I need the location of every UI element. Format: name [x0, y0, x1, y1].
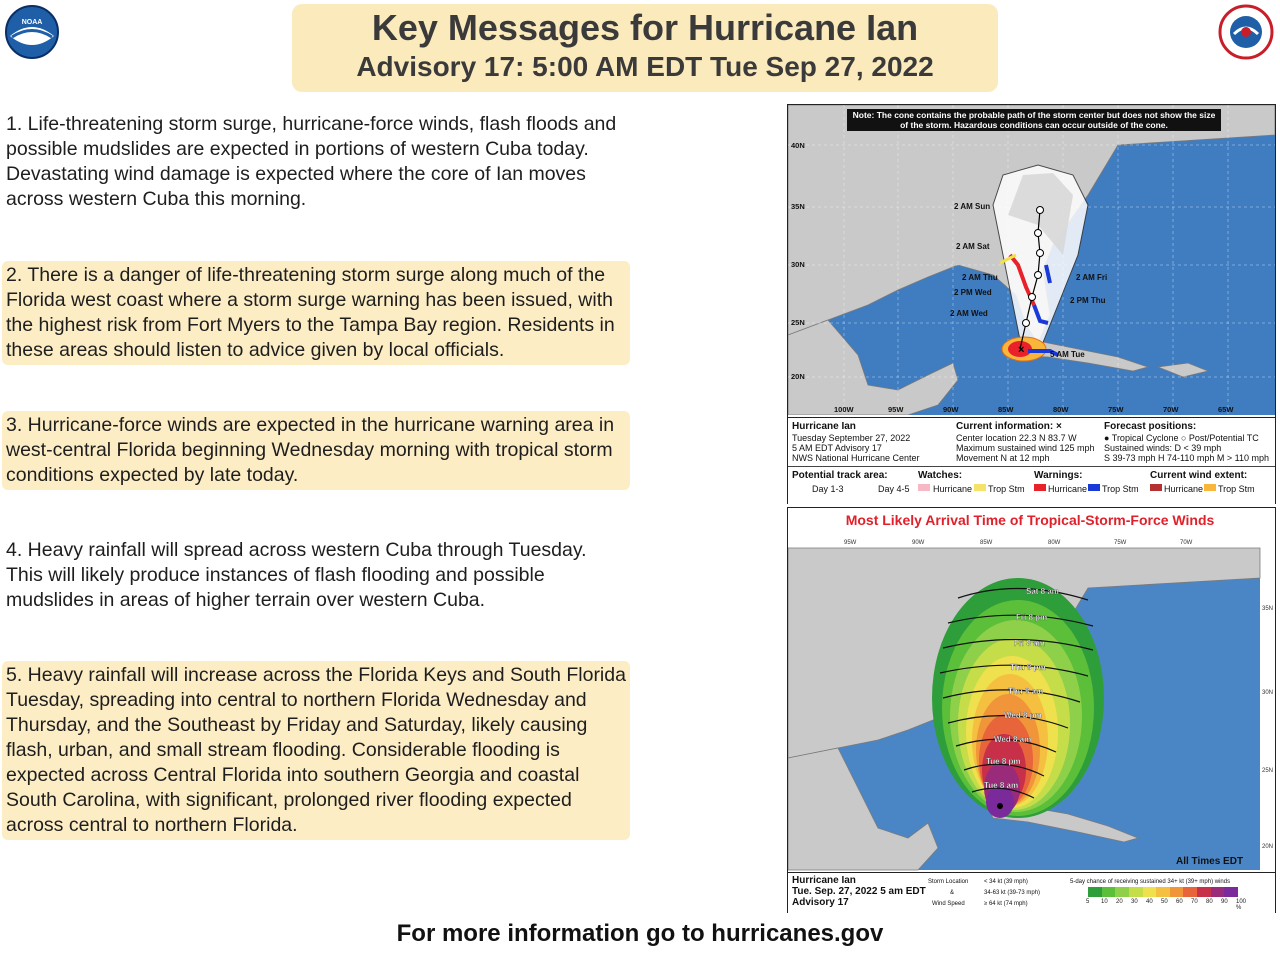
footer-link[interactable]: For more information go to hurricanes.gov [396, 920, 884, 947]
scale-swatch [1183, 887, 1197, 897]
position-label: 2 AM Sun [954, 202, 991, 211]
lon-label: 90W [912, 540, 925, 546]
header [292, 4, 998, 84]
lon-label: 80W [1053, 405, 1069, 414]
lat-label: 30N [791, 260, 805, 269]
scale-label: 100 % [1236, 899, 1247, 911]
legend-warn-hurricane: Hurricane [1048, 484, 1088, 494]
arrival-map-title: Most Likely Arrival Time of Tropical-Storm-Force Winds [845, 512, 1215, 528]
scale-label: 30 [1131, 899, 1138, 905]
scale-swatch [1170, 887, 1184, 897]
lon-label: 80W [1048, 540, 1061, 546]
arrival-label: Wed 8 am [994, 735, 1032, 744]
lat-label: 25N [1262, 768, 1274, 774]
svg-text:NOAA: NOAA [21, 19, 43, 26]
legend-warnings-title: Warnings: [1034, 470, 1083, 481]
scale-swatch [1129, 887, 1143, 897]
advisory-line: Advisory 17: 5:00 AM EDT Tue Sep 27, 2022 [356, 51, 934, 82]
legend-watches-title: Watches: [918, 470, 963, 481]
legend-advisory: 5 AM EDT Advisory 17 [792, 443, 882, 453]
key-message-3: 3. Hurricane-force winds are expected in the hurricane warning area in west-central Florida beginning Wednesday morning with tropical storm conditions expected by late today. [2, 411, 630, 490]
legend-current-title: Current information: × [956, 421, 1062, 432]
legend2-ws1: < 34 kt (39 mph) [984, 879, 1028, 885]
legend-forecast-1: ● Tropical Cyclone ○ Post/Potential TC [1104, 433, 1259, 443]
legend-day13: Day 1-3 [812, 484, 844, 494]
page-title: Key Messages for Hurricane Ian [371, 7, 919, 48]
cone-note: Note: The cone contains the probable path of the storm center but does not show the size of the storm. Hazardous conditions can occur outside of the cone. [847, 109, 1221, 131]
key-message-4: 4. Heavy rainfall will spread across western Cuba through Tuesday. This will likely produce instances of flash flooding and possible mudslides in areas of higher terrain over western Cuba. [6, 539, 587, 611]
position-label: 2 AM Thu [962, 273, 998, 282]
arrival-label: Thu 8 am [1008, 687, 1044, 696]
arrival-label: Tue 8 am [984, 781, 1019, 790]
scale-label: 5 [1086, 899, 1090, 905]
legend2-wind-speed: Wind Speed [932, 901, 965, 907]
legend-source: NWS National Hurricane Center [792, 453, 920, 463]
noaa-logo-icon [4, 4, 60, 60]
lat-label: 40N [791, 141, 805, 150]
lat-label: 30N [1262, 690, 1274, 696]
arrival-label: Wed 8 pm [1004, 711, 1042, 720]
lon-label: 90W [943, 405, 959, 414]
nws-logo-icon [1218, 4, 1274, 60]
lat-label: 20N [1262, 844, 1274, 850]
legend-movement: Movement N at 12 mph [956, 453, 1050, 463]
legend2-ws2: 34-63 kt (39-73 mph) [984, 890, 1041, 896]
lon-label: 75W [1108, 405, 1124, 414]
arrival-label: Tue 8 pm [986, 757, 1021, 766]
legend-extent-hurricane: Hurricane [1164, 484, 1204, 494]
scale-label: 60 [1176, 899, 1183, 905]
lon-label: 95W [888, 405, 904, 414]
legend-track-title: Potential track area: [792, 470, 888, 481]
all-times-label: All Times EDT [1176, 856, 1244, 867]
position-label: 2 AM Fri [1076, 273, 1108, 282]
scale-swatch [1224, 887, 1238, 897]
position-label: 2 AM Sat [956, 242, 990, 251]
arrival-legend [788, 872, 1275, 913]
scale-swatch [1211, 887, 1225, 897]
arrival-label: Fri 8 am [1014, 639, 1045, 648]
legend2-storm: Hurricane Ian [792, 875, 856, 886]
position-label: 2 AM Wed [950, 309, 988, 318]
legend-forecast-title: Forecast positions: [1104, 421, 1197, 432]
legend-date: Tuesday September 27, 2022 [792, 433, 911, 443]
legend-forecast-3: S 39-73 mph H 74-110 mph M > 110 mph [1104, 453, 1270, 463]
forecast-cone-map [787, 104, 1276, 504]
scale-label: 10 [1101, 899, 1108, 905]
position-label: 2 PM Wed [954, 288, 992, 297]
legend2-date: Tue. Sep. 27, 2022 5 am EDT [792, 886, 926, 897]
legend2-chance-title: 5-day chance of receiving sustained 34+ kt (39+ mph) winds [1070, 879, 1231, 885]
scale-swatch [1197, 887, 1211, 897]
legend-storm: Hurricane Ian [792, 421, 856, 432]
scale-swatch [1143, 887, 1157, 897]
lon-label: 85W [998, 405, 1014, 414]
scale-label: 20 [1116, 899, 1123, 905]
probability-scale [1088, 887, 1238, 897]
arrival-label: Fri 8 pm [1016, 613, 1048, 622]
legend-extent-tropstm: Trop Stm [1218, 484, 1255, 494]
arrival-label: Thu 8 pm [1010, 663, 1046, 672]
legend-location: Center location 22.3 N 83.7 W [956, 433, 1077, 443]
position-label: 5 AM Tue [1050, 350, 1085, 359]
scale-label: 70 [1191, 899, 1198, 905]
legend-extent-title: Current wind extent: [1150, 470, 1248, 481]
legend2-ws3: ≥ 64 kt (74 mph) [984, 901, 1028, 907]
arrival-map-graphic [788, 508, 1275, 912]
svg-text:×: × [1018, 344, 1025, 356]
lat-label: 35N [1262, 606, 1274, 612]
cone-legend [788, 417, 1275, 504]
lat-label: 25N [791, 318, 805, 327]
legend-wind: Maximum sustained wind 125 mph [956, 443, 1095, 453]
scale-swatch [1102, 887, 1116, 897]
lat-label: 35N [791, 202, 805, 211]
lon-label: 70W [1180, 540, 1193, 546]
arrival-time-map [787, 507, 1276, 913]
arrival-label: Sat 8 am [1026, 587, 1059, 596]
legend-watch-hurricane: Hurricane [933, 484, 973, 494]
lon-label: 85W [980, 540, 993, 546]
scale-swatch [1156, 887, 1170, 897]
legend2-amp: & [950, 890, 955, 896]
key-message-2: 2. There is a danger of life-threatening storm surge along much of the Florida west coast where a storm surge warning has been issued, with the highest risk from Fort Myers to the Tampa Bay region. Residents in these areas should listen to advice given by local officials. [2, 261, 630, 365]
legend-warn-tropstm: Trop Stm [1102, 484, 1139, 494]
scale-label: 50 [1161, 899, 1168, 905]
scale-swatch [1088, 887, 1102, 897]
lon-label: 65W [1218, 405, 1234, 414]
lon-label: 75W [1114, 540, 1127, 546]
legend-forecast-2: Sustained winds: D < 39 mph [1104, 443, 1222, 453]
scale-label: 40 [1146, 899, 1153, 905]
probability-scale-labels [1088, 899, 1248, 909]
position-label: 2 PM Thu [1070, 296, 1106, 305]
legend-day45: Day 4-5 [878, 484, 910, 494]
key-message-1: 1. Life-threatening storm surge, hurricane-force winds, flash floods and possible mudslides are expected in portions of western Cuba today. Devastating wind damage is expected where the core of Ian moves across western Cuba this morning. [6, 113, 617, 210]
key-message-5: 5. Heavy rainfall will increase across the Florida Keys and South Florida Tuesday, spreading into central to northern Florida Wednesday and Thursday, and the Southeast by Friday and Saturday, likely causing flash, urban, and small stream flooding. Considerable flooding is expected across Central Florida into southern Georgia and coastal South Carolina, with significant, prolonged river flooding expected across central to northern Florida. [2, 661, 630, 840]
lon-label: 100W [834, 405, 854, 414]
legend-watch-tropstm: Trop Stm [988, 484, 1025, 494]
legend2-storm-location: Storm Location [928, 879, 969, 885]
legend2-advisory: Advisory 17 [792, 897, 849, 908]
lon-label: 70W [1163, 405, 1179, 414]
scale-label: 90 [1221, 899, 1228, 905]
lon-label: 95W [844, 540, 857, 546]
scale-swatch [1115, 887, 1129, 897]
scale-label: 80 [1206, 899, 1213, 905]
lat-label: 20N [791, 372, 805, 381]
cone-map-graphic [788, 105, 1275, 415]
